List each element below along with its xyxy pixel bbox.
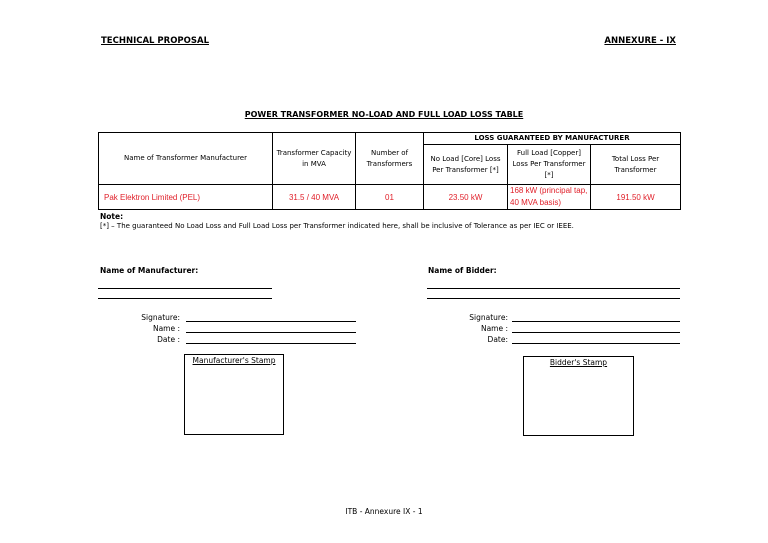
bidder-name-line-2[interactable]: [427, 298, 680, 299]
col-group-header: LOSS GUARANTEED BY MANUFACTURER: [424, 133, 681, 145]
manufacturer-stamp-label: Manufacturer's Stamp: [192, 356, 276, 365]
cell-no-load: 23.50 kW: [424, 185, 508, 210]
bidder-name-field-label: Name :: [480, 324, 508, 333]
manufacturer-name-field-label: Name :: [152, 324, 180, 333]
manufacturer-name-line-1[interactable]: [98, 288, 272, 289]
cell-full-load-line2: 40 MVA basis): [510, 198, 561, 207]
note-heading: Note:: [100, 212, 124, 221]
cell-manufacturer: Pak Elektron Limited (PEL): [99, 185, 273, 210]
col-header-manufacturer: Name of Transformer Manufacturer: [99, 133, 273, 185]
col-header-capacity: Transformer Capacity in MVA: [273, 133, 356, 185]
col-header-full-load: Full Load [Copper] Loss Per Transformer [*]: [508, 145, 591, 185]
bidder-signature-label: Signature:: [469, 313, 508, 322]
header-right: ANNEXURE - IX: [604, 36, 676, 46]
table-row: [99, 185, 681, 210]
page-footer: ITB - Annexure IX - 1: [345, 507, 423, 516]
loss-table: [98, 132, 681, 210]
bidder-stamp-label: Bidder's Stamp: [549, 358, 608, 367]
manufacturer-signature-label: Signature:: [141, 313, 180, 322]
bidder-name-line-1[interactable]: [427, 288, 680, 289]
col-header-no-load: No Load [Core] Loss Per Transformer [*]: [424, 145, 508, 185]
col-header-total: Total Loss Per Transformer: [591, 145, 681, 185]
bidder-name-field-line[interactable]: [512, 332, 680, 333]
cell-total: 191.50 kW: [591, 185, 681, 210]
bidder-stamp-box: [523, 356, 634, 436]
cell-number: 01: [356, 185, 424, 210]
bidder-date-label: Date:: [487, 335, 508, 344]
table-group-header-row: [99, 133, 681, 145]
cell-full-load-line1: 168 kW (principal tap,: [510, 186, 588, 195]
manufacturer-date-line[interactable]: [186, 343, 356, 344]
header-left: TECHNICAL PROPOSAL: [101, 36, 209, 46]
manufacturer-name-label: Name of Manufacturer:: [100, 266, 199, 275]
page-title: POWER TRANSFORMER NO-LOAD AND FULL LOAD LOSS TABLE: [244, 110, 524, 119]
manufacturer-name-field-line[interactable]: [186, 332, 356, 333]
bidder-signature-line[interactable]: [512, 321, 680, 322]
manufacturer-stamp-box: [184, 354, 284, 435]
note-text: [*] – The guaranteed No Load Loss and Full Load Loss per Transformer indicated here, shall be inclusive of Tolerance as per IEC or IEEE.: [100, 222, 574, 230]
manufacturer-signature-line[interactable]: [186, 321, 356, 322]
manufacturer-name-line-2[interactable]: [98, 298, 272, 299]
bidder-name-label: Name of Bidder:: [428, 266, 497, 275]
bidder-date-line[interactable]: [512, 343, 680, 344]
manufacturer-date-label: Date :: [157, 335, 180, 344]
cell-full-load: [508, 185, 591, 210]
cell-capacity: 31.5 / 40 MVA: [273, 185, 356, 210]
col-header-number: Number of Transformers: [356, 133, 424, 185]
